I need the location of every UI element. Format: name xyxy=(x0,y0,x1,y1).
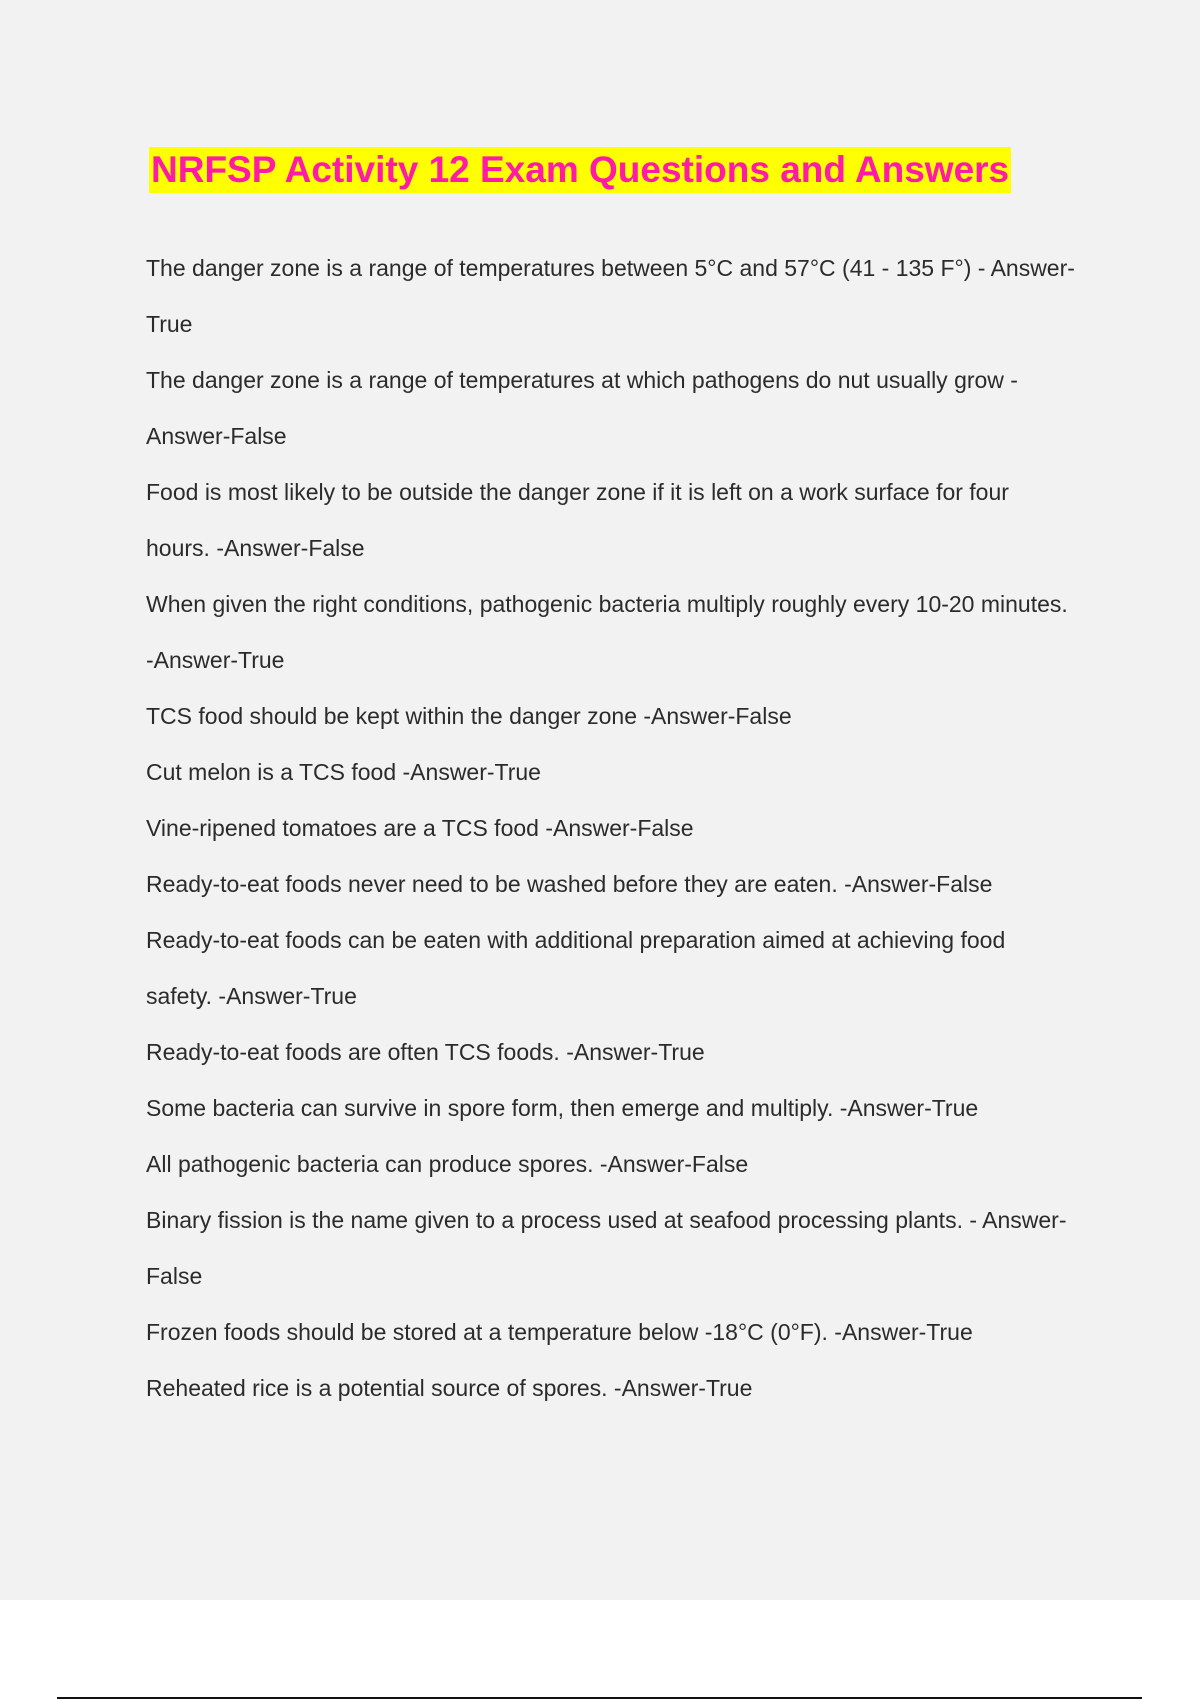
document-title: NRFSP Activity 12 Exam Questions and Answers xyxy=(151,149,1010,190)
qa-item: Reheated rice is a potential source of spores. -Answer-True xyxy=(146,1375,753,1401)
qa-item: When given the right conditions, pathogenic bacteria multiply roughly every 10-20 minutes. -Answer-True xyxy=(146,591,1068,673)
qa-item: Ready-to-eat foods never need to be washed before they are eaten. -Answer-False xyxy=(146,871,993,897)
qa-item: Vine-ripened tomatoes are a TCS food -Answer-False xyxy=(146,815,694,841)
qa-item: TCS food should be kept within the danger zone -Answer-False xyxy=(146,703,792,729)
title-highlight xyxy=(149,147,1011,193)
qa-item: Food is most likely to be outside the danger zone if it is left on a work surface for four hours. -Answer-False xyxy=(146,479,1009,561)
qa-item: Binary fission is the name given to a process used at seafood processing plants. - Answer-False xyxy=(146,1207,1067,1289)
qa-item: All pathogenic bacteria can produce spores. -Answer-False xyxy=(146,1151,749,1177)
qa-item: The danger zone is a range of temperatures between 5°C and 57°C (41 - 135 F°) - Answer-True xyxy=(146,255,1075,337)
qa-item: Frozen foods should be stored at a temperature below -18°C (0°F). -Answer-True xyxy=(146,1319,973,1345)
qa-item: Ready-to-eat foods are often TCS foods. -Answer-True xyxy=(146,1039,705,1065)
qa-item: The danger zone is a range of temperatures at which pathogens do nut usually grow - Answer-False xyxy=(146,367,1018,449)
qa-item: Some bacteria can survive in spore form, then emerge and multiply. -Answer-True xyxy=(146,1095,979,1121)
footer-divider xyxy=(57,1697,1142,1699)
qa-item: Cut melon is a TCS food -Answer-True xyxy=(146,759,541,785)
qa-list xyxy=(146,240,1076,1416)
qa-item: Ready-to-eat foods can be eaten with additional preparation aimed at achieving food safety. -Answer-True xyxy=(146,927,1006,1009)
